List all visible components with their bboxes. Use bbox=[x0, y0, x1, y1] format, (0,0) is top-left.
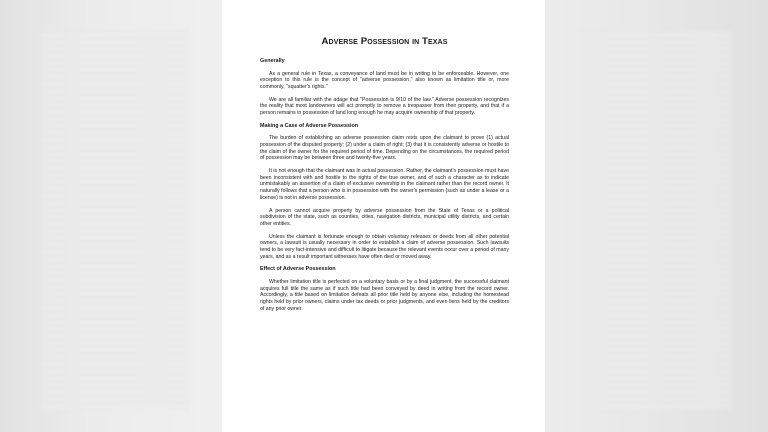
paragraph: It is not enough that the claimant was in actual possession. Rather, the claimant's possession must have been inconsistent with and hostile to the rights of the true owner, and of such a character as to indicate unmistakably an assertion of a claim of exclusive ownership in the claimant rather than the record owner. It naturally follows that a person who is in possession with the owner's permission (such as under a lease or a license) is not in adverse possession. bbox=[260, 168, 509, 201]
section-generally bbox=[260, 58, 509, 117]
section-heading: Generally bbox=[260, 58, 285, 64]
section-heading: Making a Case of Adverse Possession bbox=[260, 122, 359, 129]
paragraph: The burden of establishing an adverse possession claim rests upon the claimant to prove (1) actual possession of the disputed property; (2) under a claim of right; (3) that it is consistently adverse or hostile to the claim of the owner for the required period of time. Depending on the circumstances, the required period of possession may be between three and twenty-five years. bbox=[260, 135, 509, 162]
section-making-a-case bbox=[260, 123, 509, 261]
paragraph: As a general rule in Texas, a conveyance of land must be in writing to be enforceable. However, one exception to this rule is the concept of "adverse possession," also known as limitation title or, more commonly, "squatter's rights." bbox=[260, 70, 509, 90]
document-page bbox=[222, 0, 545, 432]
paragraph: A person cannot acquire property by adverse possession from the State of Texas or a political subdivision of the state, such as counties, cities, navigation districts, municipal utility districts, and certain other entities. bbox=[260, 207, 509, 227]
blurred-page-right bbox=[580, 30, 730, 410]
paragraph: We are all familiar with the adage that "Possession is 9/10 of the law." Adverse possession recognizes the reality that most landowners will act promptly to remove a trespasser from their property, and that if a person remains in possession of land long enough he may acquire ownership of that property. bbox=[260, 96, 509, 117]
paragraph: Unless the claimant is fortunate enough to obtain voluntary releases or deeds from all other potential owners, a lawsuit is usually necessary in order to establish a claim of adverse possession. Such lawsuits tend to be very fact-intensive and difficult to litigate because the relevant events occur over a period of many years, and as a result important witnesses have often died or moved away. bbox=[260, 233, 509, 260]
blurred-page-left bbox=[40, 30, 190, 410]
section-heading: Effect of Adverse Possession bbox=[260, 266, 336, 273]
section-effect bbox=[260, 266, 509, 312]
document-title: Adverse Possession in Texas bbox=[321, 36, 448, 47]
paragraph: Whether limitation title is perfected on a voluntary basis or by a final judgment, the successful claimant acquires full title the same as if such title had been conveyed by deed in writing from the record owner. Accordingly, a title based on limitation defeats all prior title held by anyone else, including the homestead rights held by prior owners, claims under tax deeds or prior judgments, and even liens held by the creditors of any prior owner. bbox=[260, 278, 509, 312]
